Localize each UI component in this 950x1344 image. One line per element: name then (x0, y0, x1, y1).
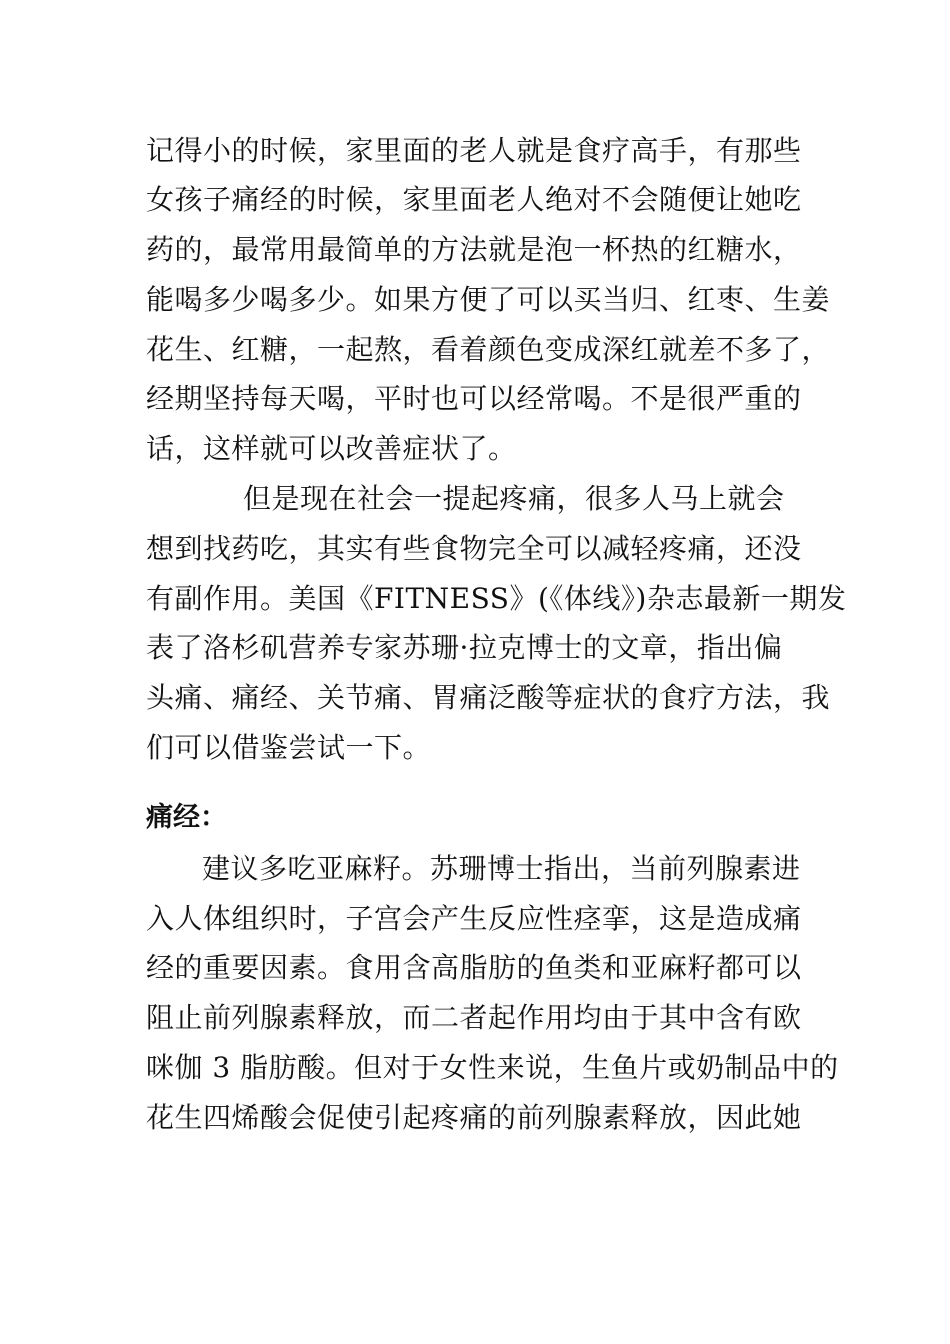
text-line: 咪伽 3 脂肪酸。但对于女性来说，生鱼片或奶制品中的 (146, 1051, 839, 1084)
text-line: 想到找药吃，其实有些食物完全可以减轻疼痛，还没 (146, 532, 802, 565)
text-line: 花生、红糖，一起熬，看着颜色变成深红就差不多了， (146, 333, 831, 366)
text-line: 女孩子痛经的时候，家里面老人绝对不会随便让她吃 (146, 183, 802, 216)
text-line: 但是现在社会一提起疼痛，很多人马上就会 (243, 482, 785, 515)
text-line: 经的重要因素。食用含高脂肪的鱼类和亚麻籽都可以 (146, 951, 802, 984)
text-line: 表了洛杉矶营养专家苏珊·拉克博士的文章，指出偏 (146, 631, 783, 664)
text-line: 们可以借鉴尝试一下。 (146, 731, 432, 764)
text-line: 能喝多少喝多少。如果方便了可以买当归、红枣、生姜 (146, 283, 831, 316)
text-line: 话，这样就可以改善症状了。 (146, 432, 517, 465)
text-line: 建议多吃亚麻籽。苏珊博士指出，当前列腺素进 (202, 852, 801, 885)
text-line: 头痛、痛经、关节痛、胃痛泛酸等症状的食疗方法，我 (146, 681, 831, 714)
text-line: 药的，最常用最简单的方法就是泡一杯热的红糖水， (146, 233, 802, 266)
text-line: 有副作用。美国《FITNESS》(《体线》)杂志最新一期发 (146, 582, 847, 615)
text-line: 记得小的时候，家里面的老人就是食疗高手，有那些 (146, 134, 802, 167)
text-line: 阻止前列腺素释放，而二者起作用均由于其中含有欧 (146, 1001, 802, 1034)
text-line: 经期坚持每天喝，平时也可以经常喝。不是很严重的 (146, 382, 802, 415)
text-line: 花生四烯酸会促使引起疼痛的前列腺素释放，因此她 (146, 1101, 802, 1134)
text-line: 入人体组织时，子宫会产生反应性痉挛，这是造成痛 (146, 902, 802, 935)
section-heading: 痛经： (146, 802, 227, 833)
